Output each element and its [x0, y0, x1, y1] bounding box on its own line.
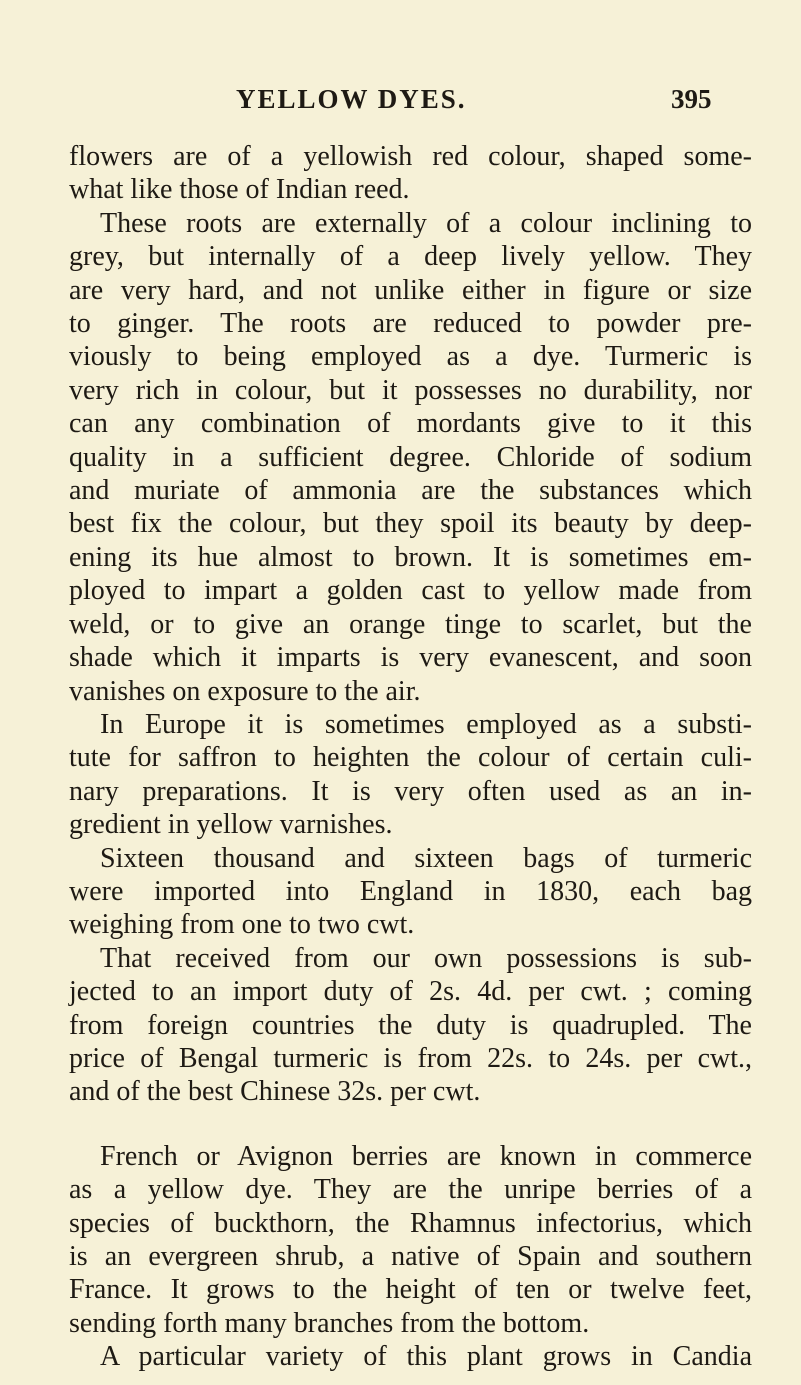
body-text [69, 140, 752, 1374]
text-line: species of buckthorn, the Rhamnus infectorius, which [69, 1207, 752, 1239]
text-line: ening its hue almost to brown. It is sometimes em- [69, 541, 752, 573]
paragraph-start-line: A particular variety of this plant grows in Candia [100, 1341, 752, 1373]
text-line: gredient in yellow varnishes. [69, 809, 393, 841]
text-line: and of the best Chinese 32s. per cwt. [69, 1076, 481, 1108]
text-line: best fix the colour, but they spoil its beauty by deep- [69, 508, 752, 540]
text-line: what like those of Indian reed. [69, 174, 410, 206]
page-number: 395 [671, 84, 712, 114]
text-line: as a yellow dye. They are the unripe berries of a [69, 1174, 752, 1206]
paragraph-start-line: Sixteen thousand and sixteen bags of turmeric [100, 842, 752, 874]
text-line: to ginger. The roots are reduced to powder pre- [69, 308, 752, 340]
text-line: nary preparations. It is very often used as an in- [69, 775, 752, 807]
running-head: YELLOW DYES. [236, 84, 467, 114]
text-line: weighing from one to two cwt. [69, 909, 415, 941]
text-line: shade which it imparts is very evanescent, and soon [69, 642, 752, 674]
text-line: from foreign countries the duty is quadrupled. The [69, 1009, 752, 1041]
text-line: grey, but internally of a deep lively yellow. They [69, 241, 752, 273]
text-line: sending forth many branches from the bottom. [69, 1307, 590, 1339]
text-line: weld, or to give an orange tinge to scarlet, but the [69, 608, 752, 640]
text-line: can any combination of mordants give to it this [69, 408, 752, 440]
text-line: France. It grows to the height of ten or twelve feet, [69, 1274, 752, 1306]
paragraph-start-line: In Europe it is sometimes employed as a substi- [100, 708, 752, 740]
text-line: is an evergreen shrub, a native of Spain and southern [69, 1241, 752, 1272]
text-line: were imported into England in 1830, each bag [69, 875, 752, 907]
paragraph-start-line: French or Avignon berries are known in commerce [100, 1140, 752, 1172]
text-line: price of Bengal turmeric is from 22s. to 24s. per cwt., [69, 1042, 752, 1074]
text-line: are very hard, and not unlike either in figure or size [69, 274, 752, 306]
text-line: jected to an import duty of 2s. 4d. per cwt. ; coming [69, 976, 752, 1008]
text-line: and muriate of ammonia are the substances which [69, 475, 752, 507]
text-line: tute for saffron to heighten the colour of certain culi- [69, 742, 752, 774]
text-line: quality in a sufficient degree. Chloride of sodium [69, 441, 752, 473]
text-line: very rich in colour, but it possesses no durability, nor [69, 374, 752, 406]
text-line: ployed to impart a golden cast to yellow made from [69, 575, 752, 607]
text-line: viously to being employed as a dye. Turmeric is [69, 341, 752, 373]
text-line: vanishes on exposure to the air. [69, 675, 421, 707]
section-gap [69, 1109, 752, 1140]
page-header [0, 84, 801, 124]
paragraph-start-line: That received from our own possessions is sub- [100, 942, 752, 974]
text-line: flowers are of a yellowish red colour, shaped some- [69, 141, 752, 172]
paragraph-start-line: These roots are externally of a colour inclining to [100, 207, 752, 239]
